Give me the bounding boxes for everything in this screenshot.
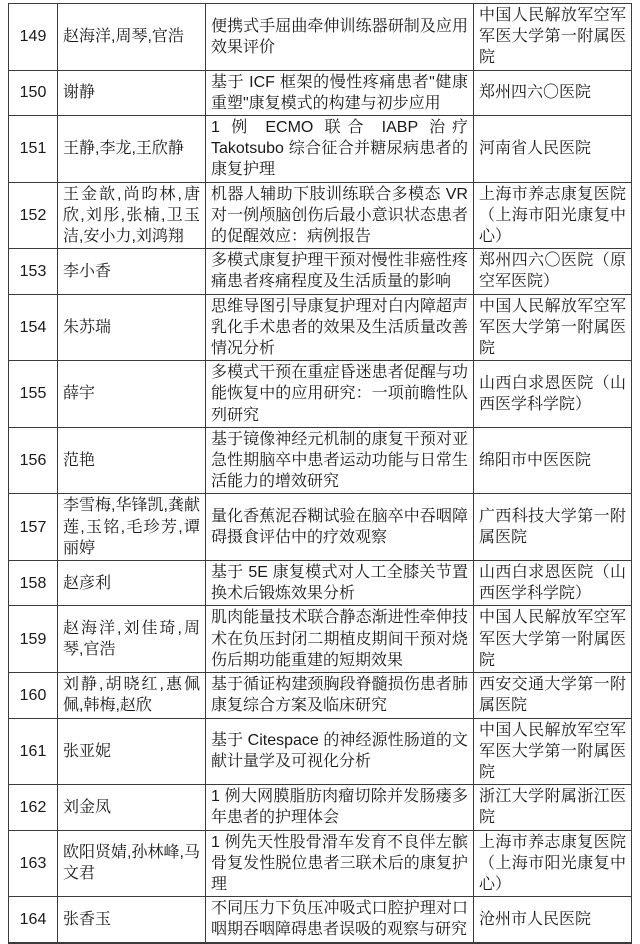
paper-title-cell: 不同压力下负压冲吸式口腔护理对口咽期吞咽障碍患者误吸的观察与研究: [206, 897, 474, 943]
paper-authors-cell: 赵海洋,周琴,官浩: [58, 4, 206, 71]
paper-authors-cell: 张亚妮: [58, 718, 206, 785]
paper-institution-cell: 中国人民解放军空军军医大学第一附属医院: [474, 718, 632, 785]
paper-title-cell: 多模式康复护理干预对慢性非癌性疼痛患者疼痛程度及生活质量的影响: [206, 249, 474, 294]
paper-institution-cell: 河南省人民医院: [474, 116, 632, 183]
paper-authors-cell: 谢静: [58, 70, 206, 115]
paper-title-cell: 1 例先天性股骨滑车发育不良伴左髌骨复发性脱位患者三联术后的康复护理: [206, 830, 474, 897]
papers-table-body: [9, 4, 632, 943]
paper-number-cell: 161: [9, 718, 58, 785]
paper-institution-cell: 中国人民解放军空军军医大学第一附属医院: [474, 606, 632, 673]
table-row: [9, 673, 632, 718]
table-row: [9, 182, 632, 249]
paper-number-cell: 162: [9, 785, 58, 830]
paper-number-cell: 149: [9, 4, 58, 71]
paper-number-cell: 163: [9, 830, 58, 897]
paper-title-cell: 基于镜像神经元机制的康复干预对亚急性期脑卒中患者运动功能与日常生活能力的增效研究: [206, 427, 474, 494]
table-row: [9, 494, 632, 561]
paper-authors-cell: 范艳: [58, 427, 206, 494]
paper-title-cell: 1 例大网膜脂肪肉瘤切除并发肠瘘多年患者的护理体会: [206, 785, 474, 830]
paper-authors-cell: 刘静,胡晓红,惠佩佩,韩梅,赵欣: [58, 673, 206, 718]
paper-number-cell: 164: [9, 897, 58, 943]
table-row: [9, 294, 632, 361]
table-row: [9, 606, 632, 673]
paper-institution-cell: 中国人民解放军空军军医大学第一附属医院: [474, 4, 632, 71]
paper-institution-cell: 郑州四六〇医院: [474, 70, 632, 115]
paper-title-cell: 思维导图引导康复护理对白内障超声乳化手术患者的效果及生活质量改善情况分析: [206, 294, 474, 361]
paper-institution-cell: 郑州四六〇医院（原空军医院）: [474, 249, 632, 294]
paper-institution-cell: 西安交通大学第一附属医院: [474, 673, 632, 718]
paper-number-cell: 152: [9, 182, 58, 249]
paper-title-cell: 肌肉能量技术联合静态渐进性牵伸技术在负压封闭二期植皮期间干预对烧伤后期功能重建的短期效果: [206, 606, 474, 673]
paper-authors-cell: 欧阳贤婧,孙林峰,马文君: [58, 830, 206, 897]
paper-number-cell: 159: [9, 606, 58, 673]
paper-institution-cell: 山西白求恩医院（山西医学科学院）: [474, 561, 632, 606]
paper-institution-cell: 浙江大学附属浙江医院: [474, 785, 632, 830]
paper-title-cell: 量化香蕉泥吞糊试验在脑卒中吞咽障碍摄食评估中的疗效观察: [206, 494, 474, 561]
paper-authors-cell: 王金歆,尚昀林,唐欣,刘彤,张楠,卫玉洁,安小力,刘鸿翔: [58, 182, 206, 249]
paper-number-cell: 150: [9, 70, 58, 115]
paper-institution-cell: 中国人民解放军空军军医大学第一附属医院: [474, 294, 632, 361]
table-row: [9, 249, 632, 294]
paper-title-cell: 基于 ICF 框架的慢性疼痛患者"健康重塑"康复模式的构建与初步应用: [206, 70, 474, 115]
paper-authors-cell: 李小香: [58, 249, 206, 294]
table-row: [9, 116, 632, 183]
paper-institution-cell: 沧州市人民医院: [474, 897, 632, 943]
table-row: [9, 897, 632, 943]
table-row: [9, 4, 632, 71]
paper-title-cell: 多模式干预在重症昏迷患者促醒与功能恢复中的应用研究：一项前瞻性队列研究: [206, 361, 474, 428]
paper-authors-cell: 刘金凤: [58, 785, 206, 830]
paper-authors-cell: 赵海洋,刘佳琦,周琴,官浩: [58, 606, 206, 673]
paper-title-cell: 便携式手屈曲牵伸训练器研制及应用效果评价: [206, 4, 474, 71]
paper-authors-cell: 薛宇: [58, 361, 206, 428]
table-row: [9, 427, 632, 494]
papers-table: [8, 3, 632, 944]
paper-number-cell: 155: [9, 361, 58, 428]
paper-title-cell: 基于循证构建颈胸段脊髓损伤患者肺康复综合方案及临床研究: [206, 673, 474, 718]
paper-title-cell: 基于 Citespace 的神经源性肠道的文献计量学及可视化分析: [206, 718, 474, 785]
document-page: [8, 3, 632, 944]
paper-institution-cell: 上海市养志康复医院（上海市阳光康复中心）: [474, 830, 632, 897]
paper-number-cell: 157: [9, 494, 58, 561]
paper-number-cell: 154: [9, 294, 58, 361]
paper-title-cell: 1 例 ECMO 联合 IABP 治疗 Takotsubo 综合征合并糖尿病患者的康复护理: [206, 116, 474, 183]
paper-institution-cell: 广西科技大学第一附属医院: [474, 494, 632, 561]
table-row: [9, 70, 632, 115]
paper-authors-cell: 赵彦利: [58, 561, 206, 606]
table-row: [9, 785, 632, 830]
paper-authors-cell: 张香玉: [58, 897, 206, 943]
paper-institution-cell: 上海市养志康复医院（上海市阳光康复中心）: [474, 182, 632, 249]
paper-title-cell: 机器人辅助下肢训练联合多模态 VR 对一例颅脑创伤后最小意识状态患者的促醒效应：病例报告: [206, 182, 474, 249]
table-row: [9, 718, 632, 785]
table-row: [9, 830, 632, 897]
table-row: [9, 561, 632, 606]
paper-authors-cell: 李雪梅,华锋凯,龚献莲,玉铭,毛珍芳,谭丽婷: [58, 494, 206, 561]
paper-authors-cell: 朱苏瑞: [58, 294, 206, 361]
paper-number-cell: 153: [9, 249, 58, 294]
paper-institution-cell: 山西白求恩医院（山西医学科学院）: [474, 361, 632, 428]
paper-number-cell: 151: [9, 116, 58, 183]
paper-institution-cell: 绵阳市中医医院: [474, 427, 632, 494]
paper-title-cell: 基于 5E 康复模式对人工全膝关节置换术后锻炼效果分析: [206, 561, 474, 606]
paper-number-cell: 160: [9, 673, 58, 718]
paper-authors-cell: 王静,李龙,王欣静: [58, 116, 206, 183]
paper-number-cell: 156: [9, 427, 58, 494]
paper-number-cell: 158: [9, 561, 58, 606]
table-row: [9, 361, 632, 428]
